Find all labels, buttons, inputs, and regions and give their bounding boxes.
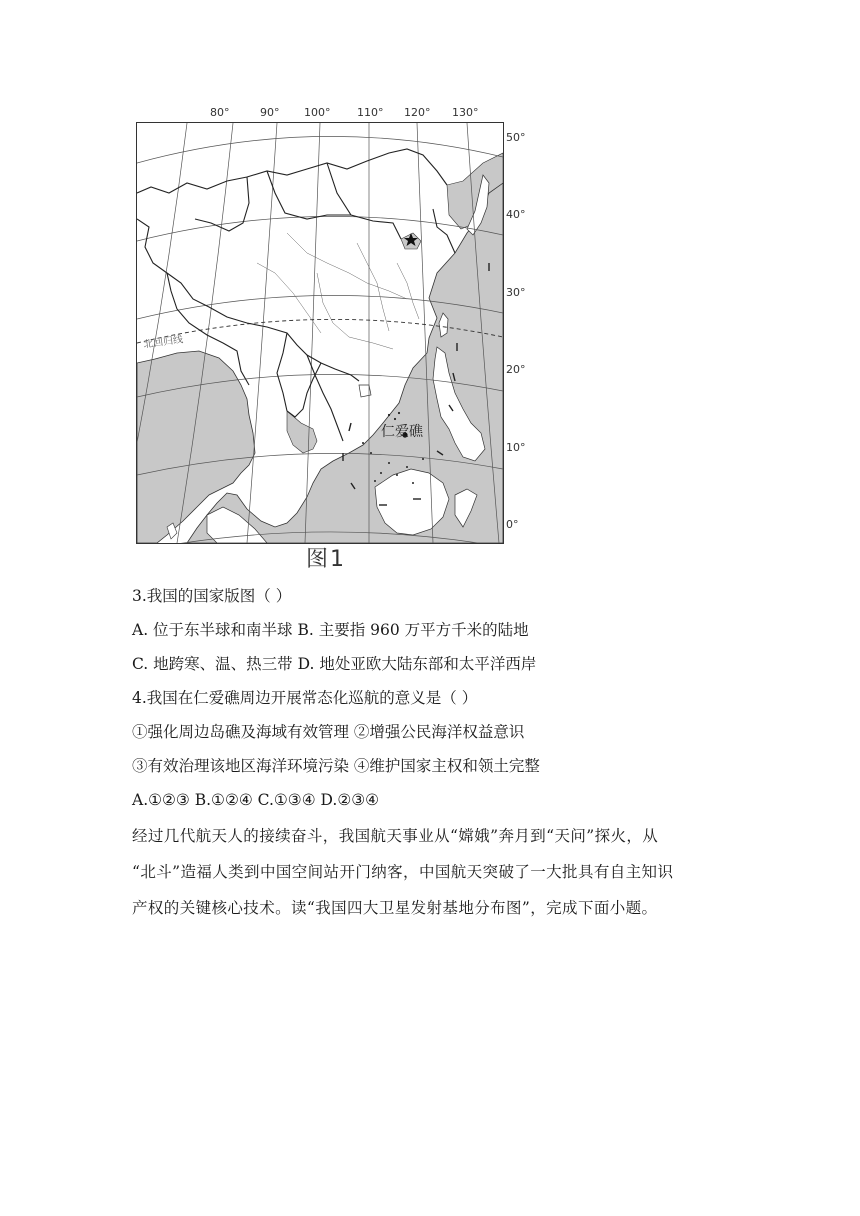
map-svg bbox=[137, 123, 503, 543]
latitude-label: 0° bbox=[506, 518, 519, 531]
renai-reef-label: 仁爱礁 bbox=[381, 424, 423, 440]
latitude-label: 10° bbox=[506, 441, 526, 454]
reading-passage bbox=[132, 818, 732, 926]
question-4-answer-options: A.①②③ B.①②④ C.①③④ D.②③④ bbox=[132, 791, 380, 809]
longitude-label: 90° bbox=[260, 106, 280, 119]
figure-1-map bbox=[136, 104, 532, 574]
question-4-stem: 4.我国在仁爱礁周边开展常态化巡航的意义是（ ） bbox=[132, 689, 478, 707]
latitude-label: 30° bbox=[506, 286, 526, 299]
longitude-label: 130° bbox=[452, 106, 479, 119]
figure-caption: 图1 bbox=[306, 547, 346, 572]
question-3-options-ab: A. 位于东半球和南半球 B. 主要指 960 万平方千米的陆地 bbox=[132, 621, 529, 639]
question-4-statements-34: ③有效治理该地区海洋环境污染 ④维护国家主权和领土完整 bbox=[132, 757, 540, 775]
passage-line: 经过几代航天人的接续奋斗，我国航天事业从“嫦娥”奔月到“天问”探火，从 bbox=[132, 827, 659, 845]
longitude-label: 100° bbox=[304, 106, 331, 119]
latitude-label: 20° bbox=[506, 363, 526, 376]
question-3-options-cd: C. 地跨寒、温、热三带 D. 地处亚欧大陆东部和太平洋西岸 bbox=[132, 655, 537, 673]
latitude-label: 50° bbox=[506, 131, 526, 144]
passage-line: “北斗”造福人类到中国空间站开门纳客，中国航天突破了一大批具有自主知识 bbox=[132, 863, 674, 881]
passage-line: 产权的关键核心技术。读“我国四大卫星发射基地分布图”，完成下面小题。 bbox=[132, 899, 658, 917]
question-3-stem: 3.我国的国家版图（ ） bbox=[132, 587, 292, 605]
longitude-label: 120° bbox=[404, 106, 431, 119]
longitude-label: 110° bbox=[357, 106, 384, 119]
map-frame bbox=[136, 122, 504, 544]
longitude-label: 80° bbox=[210, 106, 230, 119]
latitude-label: 40° bbox=[506, 208, 526, 221]
tropic-of-cancer-label: 北回归线 bbox=[142, 334, 184, 351]
question-4-statements-12: ①强化周边岛礁及海域有效管理 ②增强公民海洋权益意识 bbox=[132, 723, 525, 741]
